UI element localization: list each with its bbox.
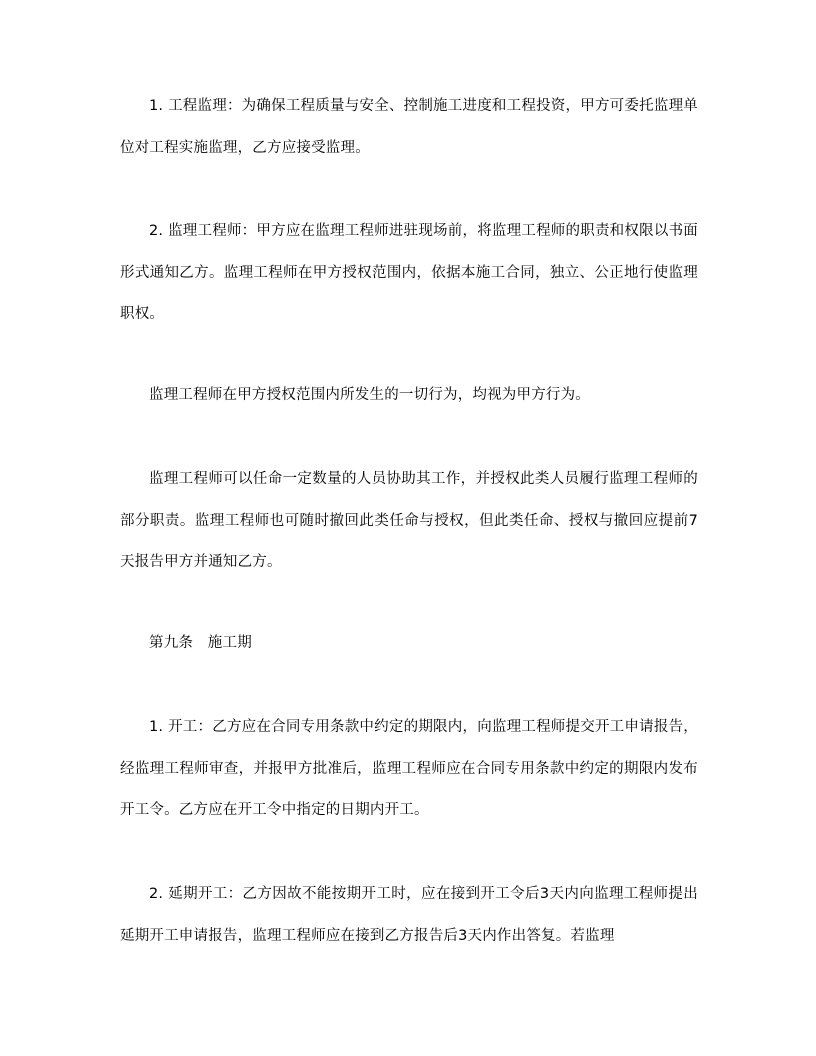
clause-engineer-acts-as-owner: 监理工程师在甲方授权范围内所发生的一切行为，均视为甲方行为。 xyxy=(149,387,590,403)
clause-engineering-supervision: 1. 工程监理：为确保工程质量与安全、控制施工进度和工程投资，甲方可委托监理单位对工程实施监理，乙方应接受监理。 xyxy=(120,98,698,156)
clause-engineer-delegation: 监理工程师可以任命一定数量的人员协助其工作，并授权此类人员履行监理工程师的部分职责。监理工程师也可随时撤回此类任命与授权，但此类任命、授权与撤回应提前7天报告甲方并通知乙方。 xyxy=(120,471,698,570)
clause-delayed-commencement: 2. 延期开工：乙方因故不能按期开工时，应在接到开工令后3天内向监理工程师提出延期开工申请报告，监理工程师应在接到乙方报告后3天内作出答复。若监理 xyxy=(120,886,698,944)
clause-commencement: 1. 开工：乙方应在合同专用条款中约定的期限内，向监理工程师提交开工申请报告，经监理工程师审查，并报甲方批准后，监理工程师应在合同专用条款中约定的期限内发布开工令。乙方应在开工令中指定的日期内开工。 xyxy=(120,719,698,818)
article-heading-construction-period: 第九条 施工期 xyxy=(149,635,252,651)
clause-supervising-engineer: 2. 监理工程师：甲方应在监理工程师进驻现场前，将监理工程师的职责和权限以书面形式通知乙方。监理工程师在甲方授权范围内，依据本施工合同，独立、公正地行使监理职权。 xyxy=(120,223,698,322)
